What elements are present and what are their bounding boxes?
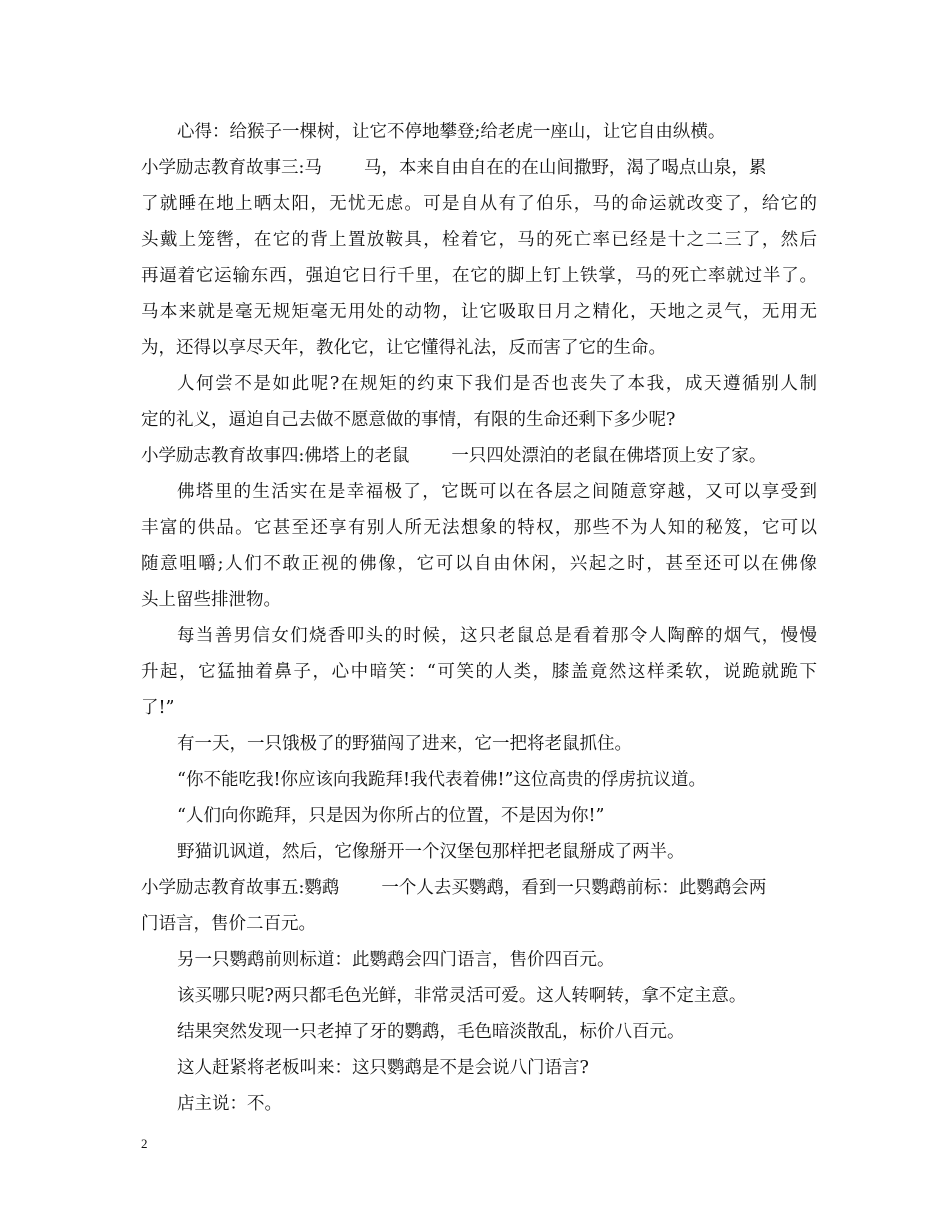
paragraph-line: 有一天，一只饿极了的野猫闯了进来，它一把将老鼠抓住。 xyxy=(177,734,632,754)
paragraph-line: 该买哪只呢?两只都毛色光鲜，非常灵活可爱。这人转啊转，拿不定主意。 xyxy=(177,986,747,1006)
paragraph-line: 每当善男信女们烧香叩头的时候，这只老鼠总是看着那令人陶醉的烟气，慢慢 xyxy=(177,626,817,646)
paragraph-line: 为，还得以享尽天年，教化它，让它懂得礼法，反而害了它的生命。 xyxy=(141,338,666,358)
paragraph-line: 佛塔里的生活实在是幸福极了，它既可以在各层之间随意穿越，又可以享受到 xyxy=(177,482,817,502)
paragraph-line: 门语言，售价二百元。 xyxy=(141,914,316,934)
story-text: 马，本来自由自在的在山间撒野，渴了喝点山泉，累 xyxy=(363,158,767,178)
paragraph-line: 马本来就是毫无规矩毫无用处的动物，让它吸取日月之精化，天地之灵气，无用无 xyxy=(141,302,817,322)
paragraph-line: 店主说：不。 xyxy=(177,1094,282,1114)
story-text: 一个人去买鹦鹉，看到一只鹦鹉前标：此鹦鹉会两 xyxy=(381,878,767,898)
paragraph-line: “你不能吃我!你应该向我跪拜!我代表着佛!”这位高贵的俘虏抗议道。 xyxy=(177,770,706,790)
paragraph-line: 人何尝不是如此呢?在规矩的约束下我们是否也丧失了本我，成天遵循别人制 xyxy=(177,374,817,394)
story-heading-line xyxy=(141,150,817,186)
page-number: 2 xyxy=(141,1136,148,1151)
story-heading-line xyxy=(141,438,817,474)
story-title: 小学励志教育故事三:马 xyxy=(141,158,322,178)
paragraph-line: 再逼着它运输东西，强迫它日行千里，在它的脚上钉上铁掌，马的死亡率就过半了。 xyxy=(141,266,817,286)
story-title: 小学励志教育故事四:佛塔上的老鼠 xyxy=(141,446,410,466)
paragraph-line: 定的礼义，逼迫自己去做不愿意做的事情，有限的生命还剩下多少呢? xyxy=(141,410,676,430)
paragraph-line: 升起，它猛抽着鼻子，心中暗笑：“可笑的人类，膝盖竟然这样柔软，说跪就跪下 xyxy=(141,662,817,682)
paragraph-line: 头戴上笼辔，在它的背上置放鞍具，栓着它，马的死亡率已经是十之二三了，然后 xyxy=(141,230,817,250)
paragraph-line: 结果突然发现一只老掉了牙的鹦鹉，毛色暗淡散乱，标价八百元。 xyxy=(177,1022,685,1042)
paragraph-line: 了就睡在地上晒太阳，无忧无虑。可是自从有了伯乐，马的命运就改变了，给它的 xyxy=(141,194,817,214)
paragraph-line: 另一只鹦鹉前则标道：此鹦鹉会四门语言，售价四百元。 xyxy=(177,950,615,970)
paragraph-line: 随意咀嚼;人们不敢正视的佛像，它可以自由休闲，兴起之时，甚至还可以在佛像 xyxy=(141,554,817,574)
story-text: 一只四处漂泊的老鼠在佛塔顶上安了家。 xyxy=(451,446,767,466)
paragraph-line: 这人赶紧将老板叫来：这只鹦鹉是不是会说八门语言? xyxy=(177,1058,589,1078)
paragraph-line: “人们向你跪拜，只是因为你所占的位置，不是因为你!” xyxy=(177,806,605,826)
paragraph-line: 了!” xyxy=(141,698,175,718)
paragraph-line: 心得：给猴子一棵树，让它不停地攀登;给老虎一座山，让它自由纵横。 xyxy=(177,122,726,142)
story-title: 小学励志教育故事五:鹦鹉 xyxy=(141,878,340,898)
paragraph-line: 丰富的供品。它甚至还享有别人所无法想象的特权，那些不为人知的秘笈，它可以 xyxy=(141,518,817,538)
document-body xyxy=(141,114,817,1122)
paragraph-line: 头上留些排泄物。 xyxy=(141,590,281,610)
paragraph-line: 野猫讥讽道，然后，它像掰开一个汉堡包那样把老鼠掰成了两半。 xyxy=(177,842,685,862)
story-heading-line xyxy=(141,870,817,906)
